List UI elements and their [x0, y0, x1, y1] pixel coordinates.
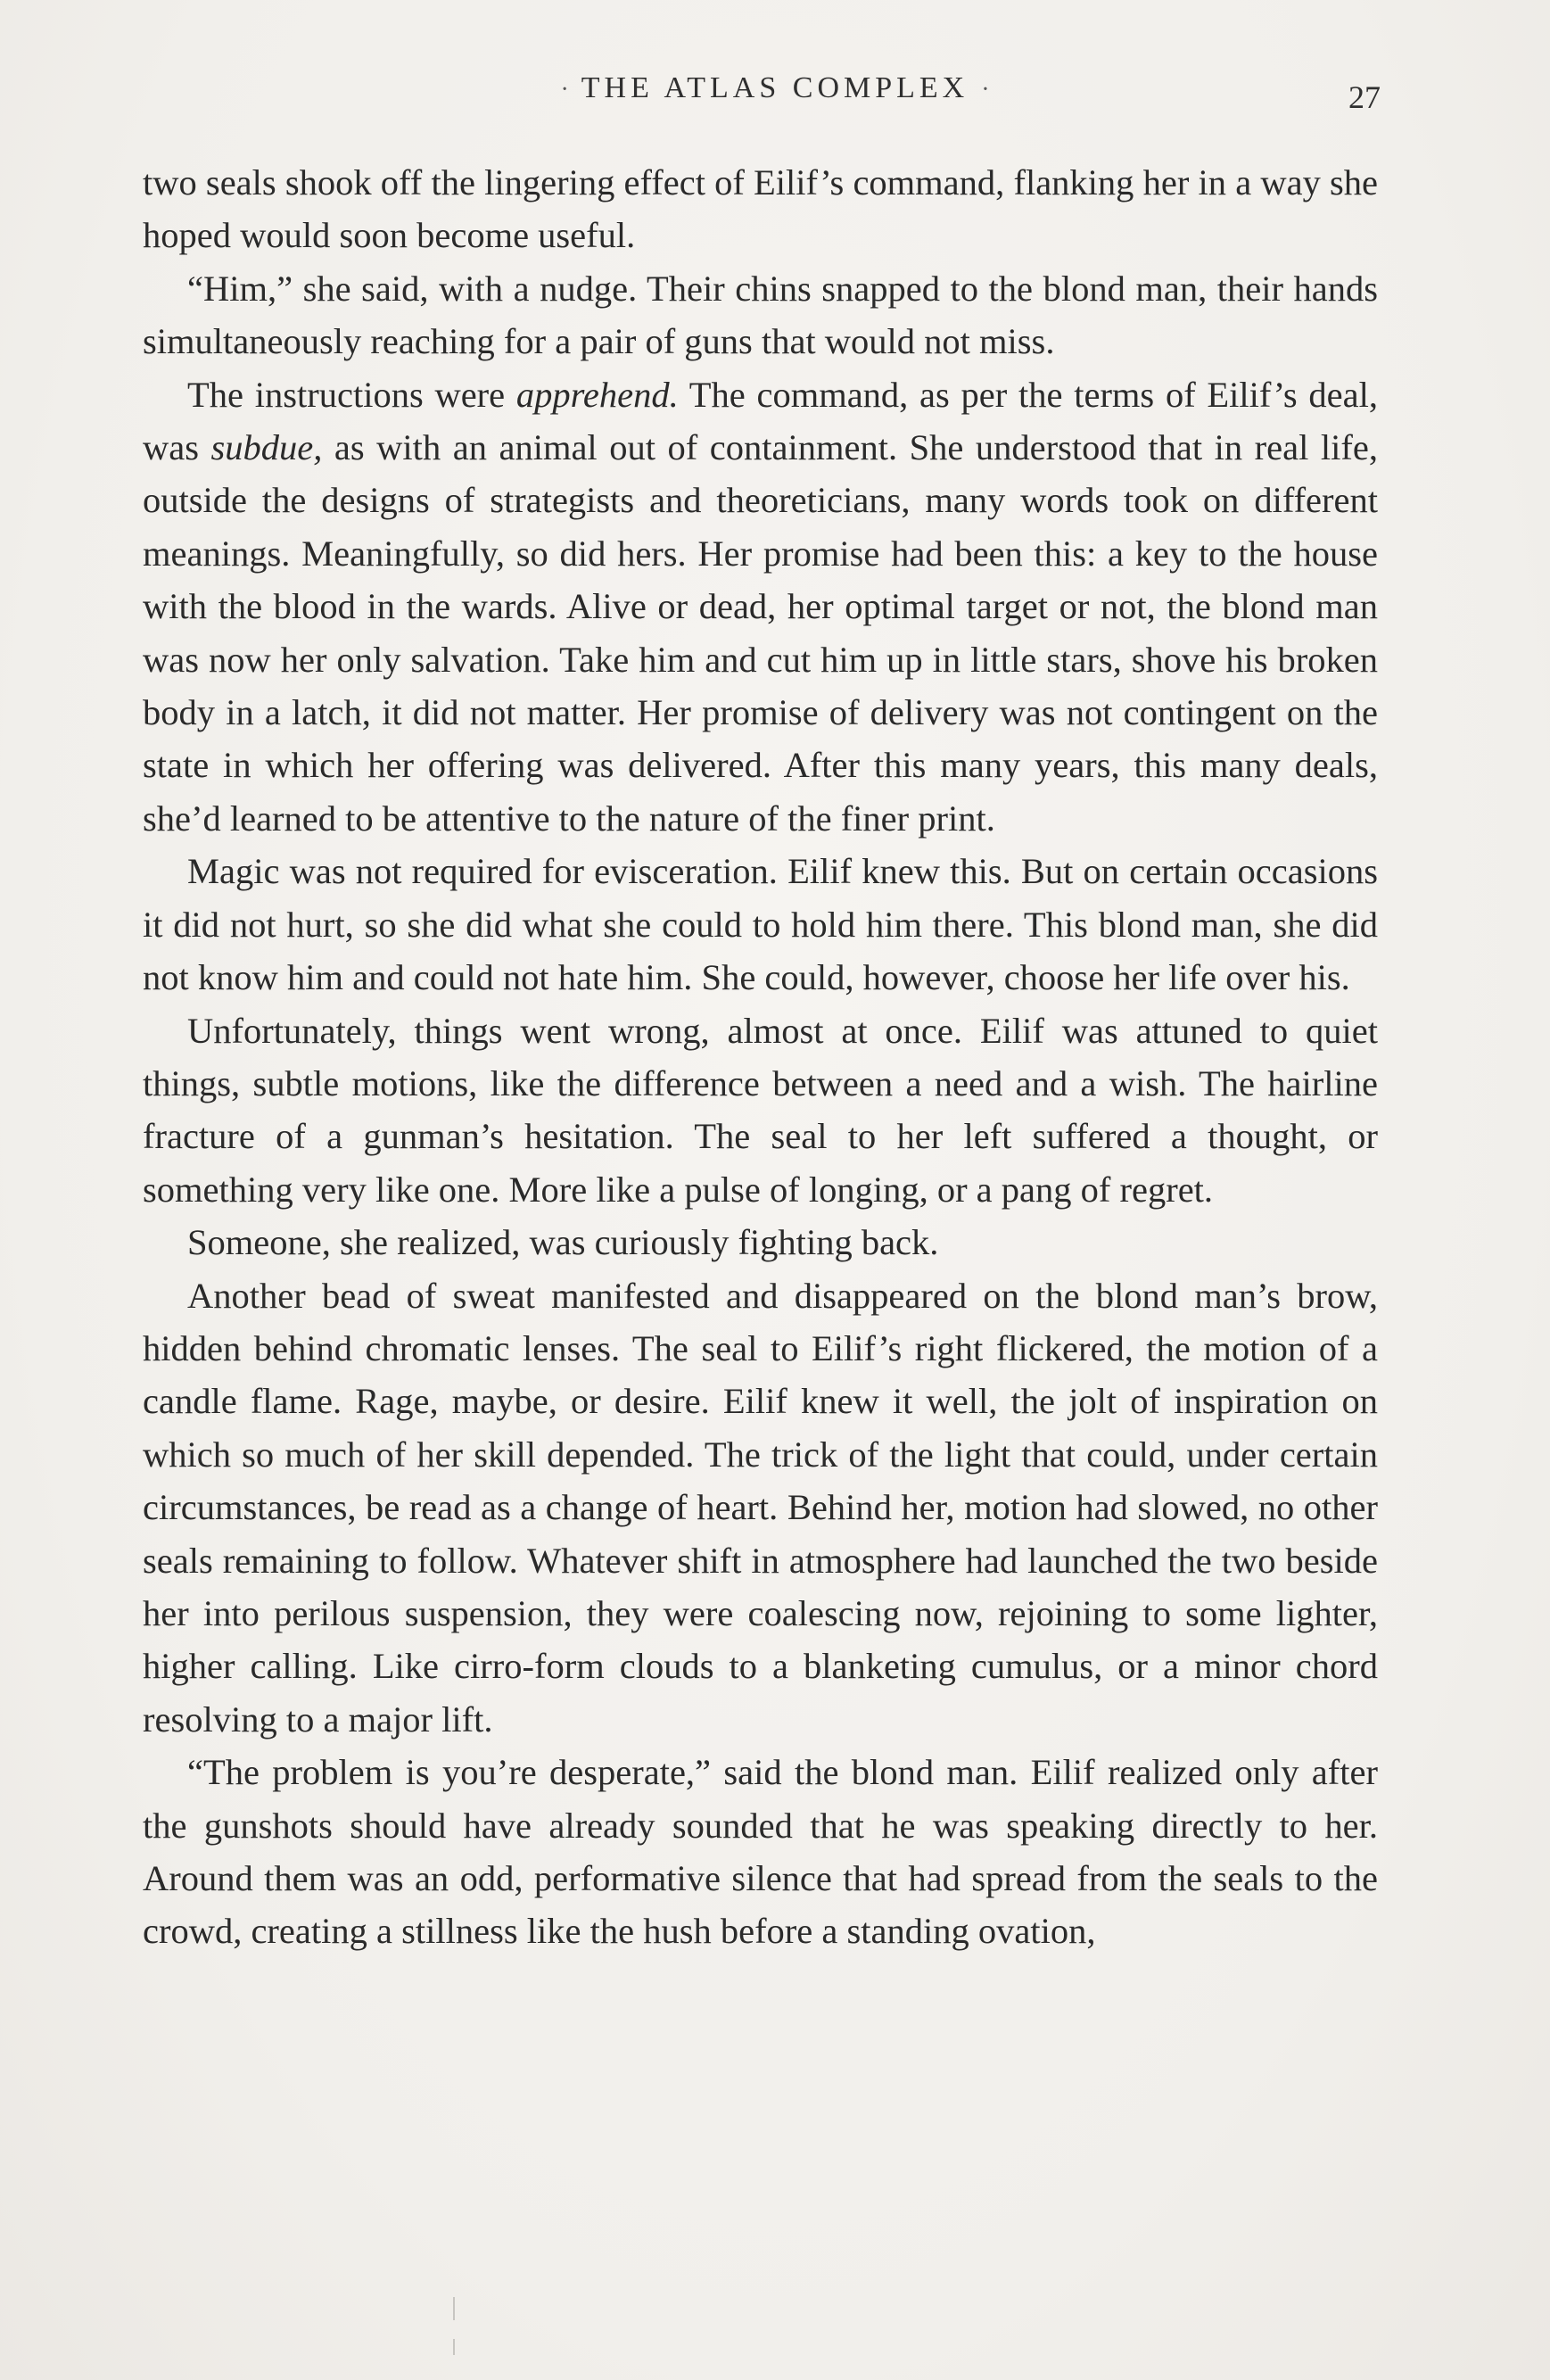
- paragraph: [143, 845, 1378, 1004]
- text-run: Magic was not required for evisceration. Eilif knew this. But on certain occasions it did not hurt, so she did what she could to hold him there. This blond man, she did not know him and could not hate him. She could, however, choose her life over his.: [143, 851, 1378, 998]
- bullet-right: ·: [981, 76, 990, 103]
- text-run: Unfortunately, things went wrong, almost at once. Eilif was attuned to quiet things, subtle motions, like the difference between a need and a wish. The hairline fracture of a gunman’s hesitation. The seal to her left suffered a thought, or something very like one. More like a pulse of longing, or a pang of regret.: [143, 1010, 1378, 1210]
- paragraph: [143, 368, 1378, 846]
- paragraph: [143, 1269, 1378, 1747]
- paragraph: [143, 1216, 1378, 1269]
- running-title: [0, 71, 1550, 105]
- paragraph: [143, 156, 1378, 262]
- paragraph: [143, 1746, 1378, 1958]
- paragraph: [143, 262, 1378, 368]
- book-title: THE ATLAS COMPLEX: [581, 71, 969, 104]
- text-run: as with an animal out of containment. She understood that in real life, outside the designs of strategists and theoreticians, many words took on different meanings. Meaningfully, so did hers. Her promise had been this: a key to the house with the blood in the wards. Alive or dead, her optimal target or not, the blond man was now her only salvation. Take him and cut him up in little stars, shove his broken body in a latch, it did not matter. Her promise of delivery was not contingent on the state in which her offering was delivered. After this many years, this many deals, she’d learned to be attentive to the nature of the finer print.: [143, 427, 1378, 839]
- scan-mark: [453, 2297, 455, 2320]
- text-run: “Him,” she said, with a nudge. Their chins snapped to the blond man, their hands simultaneously reaching for a pair of guns that would not miss.: [143, 268, 1378, 362]
- text-run: “The problem is you’re desperate,” said the blond man. Eilif realized only after the gunshots should have already sounded that he was speaking directly to her. Around them was an odd, performative silence that had spread from the seals to the crowd, creating a stillness like the hush before a standing ovation,: [143, 1752, 1378, 1952]
- text-run: Someone, she realized, was curiously fighting back.: [187, 1222, 939, 1263]
- page-number: 27: [1348, 79, 1381, 115]
- text-run: The command, as per the terms of Eilif’s deal, was: [143, 374, 1378, 468]
- paragraph: [143, 1004, 1378, 1217]
- body-text: [143, 156, 1378, 1958]
- scan-mark: [453, 2339, 455, 2355]
- italic-text: apprehend.: [515, 374, 679, 415]
- text-run: Another bead of sweat manifested and disappeared on the blond man’s brow, hidden behind chromatic lenses. The seal to Eilif’s right flickered, the motion of a candle flame. Rage, maybe, or desire. Eilif knew it well, the jolt of inspiration on which so much of her skill depended. The trick of the light that could, under certain circumstances, be read as a change of heart. Behind her, motion had slowed, no other seals remaining to follow. Whatever shift in atmosphere had launched the two beside her into perilous suspension, they were coalescing now, rejoining to some lighter, higher calling. Like cirro-form clouds to a blanketing cumulus, or a minor chord resolving to a major lift.: [143, 1275, 1378, 1740]
- running-head: [0, 71, 1550, 125]
- italic-text: subdue,: [210, 427, 323, 468]
- text-run: The instructions were: [187, 374, 516, 415]
- text-run: two seals shook off the lingering effect of Eilif’s command, flanking her in a way she hoped would soon become useful.: [143, 162, 1378, 256]
- bullet-left: ·: [560, 76, 569, 103]
